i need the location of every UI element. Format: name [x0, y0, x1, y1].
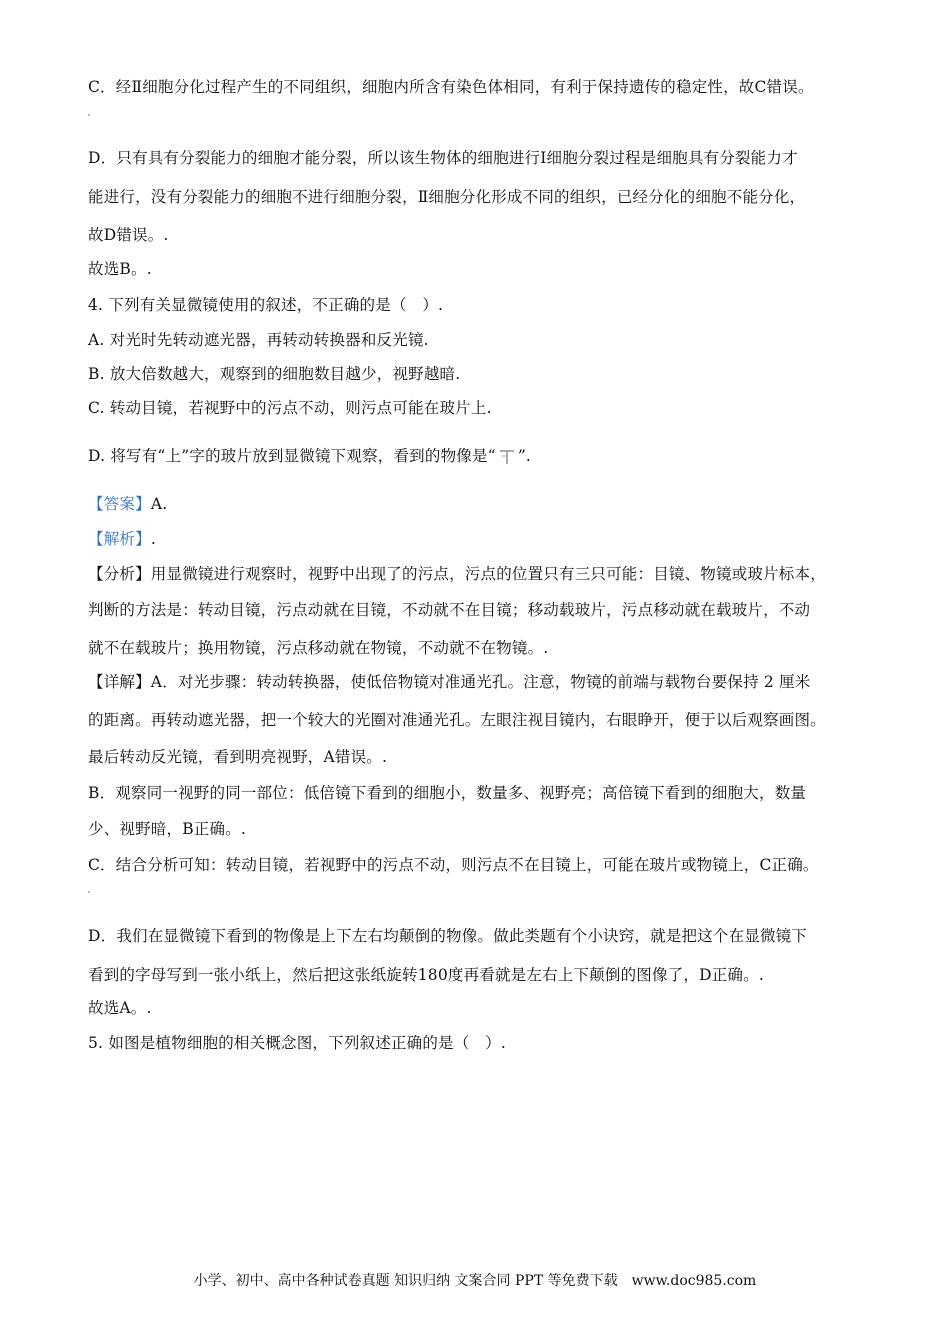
- text-line: B．观察同一视野的同一部位：低倍镜下看到的细胞小，数量多、视野亮；高倍镜下看到的细胞大，数量: [88, 784, 807, 802]
- text-line: 【分析】用显微镜进行观察时，视野中出现了的污点，污点的位置只有三只可能：目镜、物镜或玻片标本，: [88, 565, 826, 583]
- inverted-character-image: [496, 447, 518, 467]
- question-4-option-b: B. 放大倍数越大，观察到的细胞数目越少，视野越暗.: [88, 365, 461, 383]
- analysis-line: [88, 529, 156, 549]
- text-line: D．只有具有分裂能力的细胞才能分裂，所以该生物体的细胞进行Ⅰ细胞分裂过程是细胞具有分裂能力才: [88, 149, 798, 167]
- text-line: 判断的方法是：转动目镜，污点动就在目镜，不动就不在目镜；移动载玻片，污点移动就在载玻片，不动: [88, 601, 811, 619]
- analysis-tag: 【解析】: [88, 530, 151, 548]
- answer-value: A.: [150, 495, 168, 513]
- text-line: D．我们在显微镜下看到的物像是上下左右均颠倒的物像。做此类题有个小诀窍，就是把这个在显微镜下: [88, 927, 808, 945]
- text-line: C．经Ⅱ细胞分化过程产生的不同组织，细胞内所含有染色体相同，有利于保持遗传的稳定性，故C错误。: [88, 78, 814, 96]
- text-line: 能进行，没有分裂能力的细胞不进行细胞分裂，Ⅱ细胞分化形成不同的组织，已经分化的细胞不能分化，: [88, 188, 806, 206]
- option-d-text: D. 将写有“上”字的玻片放到显微镜下观察，看到的物像是“: [88, 447, 496, 465]
- text-line: 【详解】A．对光步骤：转动转换器，使低倍物镜对准通光孔。注意，物镜的前端与载物台要保持 2 厘米: [88, 673, 811, 691]
- text-line: 故D错误。.: [88, 226, 169, 244]
- question-4-option-c: C. 转动目镜，若视野中的污点不动，则污点可能在玻片上.: [88, 399, 492, 417]
- text-line: 的距离。再转动遮光器，把一个较大的光圈对准通光孔。左眼注视目镜内，右眼睁开，便于以后观察画图。: [88, 711, 826, 729]
- text-line: 就不在载玻片；换用物镜，污点移动就在物镜，不动就不在物镜。.: [88, 639, 549, 657]
- paragraph-mark: [88, 114, 90, 116]
- text-line: 少、视野暗，B正确。.: [88, 820, 247, 838]
- text-line: 故选B。.: [88, 260, 152, 278]
- question-4-option-a: A. 对光时先转动遮光器，再转动转换器和反光镜.: [88, 331, 429, 349]
- paragraph-mark: [88, 891, 90, 893]
- text-line: 看到的字母写到一张小纸上，然后把这张纸旋转180度再看就是左右上下颠倒的图像了，D正确。.: [88, 966, 764, 984]
- question-4-stem: 4. 下列有关显微镜使用的叙述，不正确的是（ ）.: [88, 296, 444, 314]
- option-d-text-end: ”.: [517, 447, 532, 465]
- analysis-value: .: [150, 530, 156, 548]
- page-footer: 小学、初中、高中各种试卷真题 知识归纳 文案合同 PPT 等免费下载 www.doc985.com: [193, 1273, 757, 1289]
- question-5-stem: 5. 如图是植物细胞的相关概念图，下列叙述正确的是（ ）.: [88, 1034, 506, 1052]
- answer-line: [88, 494, 167, 514]
- text-line: 故选A。.: [88, 999, 152, 1017]
- answer-tag: 【答案】: [88, 495, 151, 513]
- text-line: C．结合分析可知：转动目镜，若视野中的污点不动，则污点不在目镜上，可能在玻片或物镜上，C正确。: [88, 856, 819, 874]
- text-line: 最后转动反光镜，看到明亮视野，A错误。.: [88, 748, 388, 766]
- question-4-option-d: [88, 446, 531, 467]
